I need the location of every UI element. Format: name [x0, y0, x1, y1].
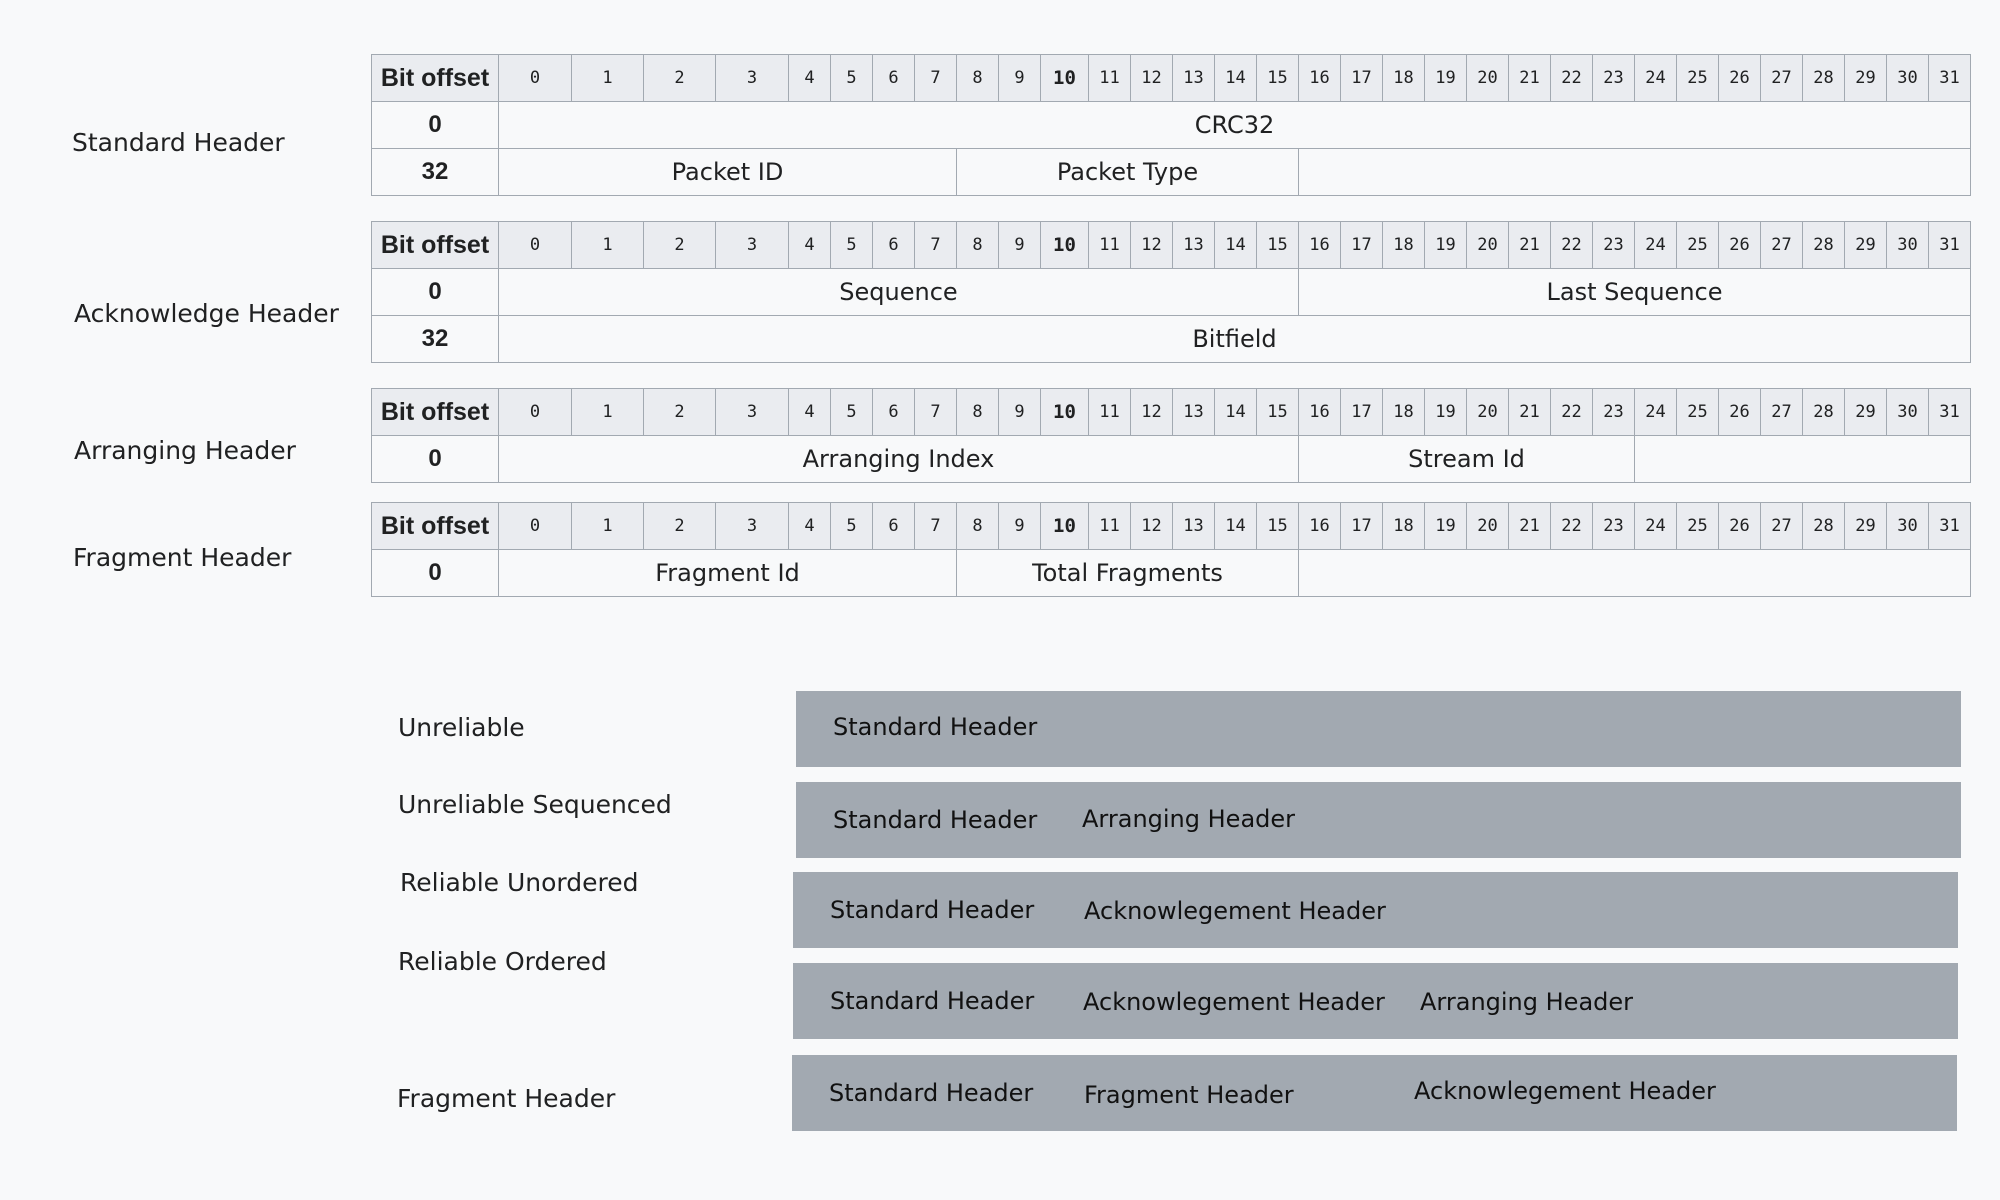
fragment-header-label: Fragment Header	[73, 543, 292, 572]
bit-number: 2	[644, 389, 716, 436]
bit-number: 25	[1677, 222, 1719, 269]
bit-offset-header-row	[372, 55, 1971, 102]
segment-standard-header: Standard Header	[830, 987, 1035, 1015]
bit-number: 11	[1089, 222, 1131, 269]
row-offset: 32	[372, 149, 499, 196]
bit-number: 7	[915, 55, 957, 102]
arranging-header-table	[371, 388, 1971, 483]
acknowledge-header-table	[371, 221, 1971, 363]
field-cell: CRC32	[499, 102, 1971, 149]
bit-number: 31	[1929, 503, 1971, 550]
field-row	[372, 550, 1971, 597]
bit-number: 31	[1929, 389, 1971, 436]
bit-number: 5	[831, 389, 873, 436]
bit-number: 30	[1887, 389, 1929, 436]
bit-number: 15	[1257, 389, 1299, 436]
segment-acknowlegement-header: Acknowlegement Header	[1084, 897, 1386, 925]
bit-number: 23	[1593, 503, 1635, 550]
row-offset: 32	[372, 316, 499, 363]
packet-type-label: Fragment Header	[397, 1084, 616, 1113]
bit-number: 24	[1635, 503, 1677, 550]
segment-arranging-header: Arranging Header	[1082, 805, 1296, 833]
bit-number: 17	[1341, 389, 1383, 436]
bit-number: 9	[999, 503, 1041, 550]
standard-header-label: Standard Header	[72, 128, 285, 157]
bit-number: 13	[1173, 222, 1215, 269]
bit-offset-heading: Bit offset	[372, 503, 499, 550]
bit-number: 14	[1215, 389, 1257, 436]
empty-field-cell	[1635, 436, 1971, 483]
bit-number: 21	[1509, 222, 1551, 269]
field-cell: Last Sequence	[1299, 269, 1971, 316]
bit-offset-header-row	[372, 389, 1971, 436]
bit-number: 27	[1761, 222, 1803, 269]
bit-number: 17	[1341, 503, 1383, 550]
bit-number: 6	[873, 503, 915, 550]
bit-number: 14	[1215, 503, 1257, 550]
bit-number: 0	[499, 389, 572, 436]
packet-layout-bar	[796, 691, 1961, 767]
segment-acknowlegement-header: Acknowlegement Header	[1414, 1077, 1716, 1105]
bit-number: 2	[644, 503, 716, 550]
bit-number: 18	[1383, 389, 1425, 436]
bit-number: 15	[1257, 503, 1299, 550]
bit-number: 16	[1299, 389, 1341, 436]
bit-number: 31	[1929, 55, 1971, 102]
fragment-header-table	[371, 502, 1971, 597]
bit-number: 3	[716, 55, 789, 102]
bit-number: 3	[716, 222, 789, 269]
bit-number: 26	[1719, 222, 1761, 269]
bit-number: 22	[1551, 222, 1593, 269]
bit-number: 2	[644, 55, 716, 102]
bit-number: 9	[999, 55, 1041, 102]
bit-number: 21	[1509, 389, 1551, 436]
bit-number: 16	[1299, 222, 1341, 269]
bit-number: 11	[1089, 503, 1131, 550]
acknowledge-header-label: Acknowledge Header	[74, 299, 339, 328]
bit-number: 13	[1173, 503, 1215, 550]
bit-number: 10	[1041, 222, 1089, 269]
bit-number: 10	[1041, 55, 1089, 102]
field-row	[372, 149, 1971, 196]
bit-number: 14	[1215, 222, 1257, 269]
bit-number: 12	[1131, 503, 1173, 550]
bit-number: 23	[1593, 389, 1635, 436]
standard-header-table	[371, 54, 1971, 196]
bit-number: 29	[1845, 222, 1887, 269]
bit-number: 12	[1131, 389, 1173, 436]
bit-number: 16	[1299, 503, 1341, 550]
bit-number: 11	[1089, 55, 1131, 102]
bit-number: 25	[1677, 389, 1719, 436]
bit-number: 8	[957, 389, 999, 436]
field-row	[372, 436, 1971, 483]
bit-number: 26	[1719, 389, 1761, 436]
field-cell: Stream Id	[1299, 436, 1635, 483]
bit-number: 21	[1509, 55, 1551, 102]
bit-number: 17	[1341, 222, 1383, 269]
field-cell: Total Fragments	[957, 550, 1299, 597]
bit-number: 12	[1131, 55, 1173, 102]
bit-number: 20	[1467, 503, 1509, 550]
bit-number: 2	[644, 222, 716, 269]
bit-number: 4	[789, 222, 831, 269]
bit-number: 10	[1041, 503, 1089, 550]
packet-layout-bar	[792, 1055, 1957, 1131]
field-cell: Packet ID	[499, 149, 957, 196]
empty-field-cell	[1299, 550, 1971, 597]
bit-number: 4	[789, 389, 831, 436]
bit-number: 14	[1215, 55, 1257, 102]
bit-number: 28	[1803, 222, 1845, 269]
bit-number: 17	[1341, 55, 1383, 102]
bit-number: 24	[1635, 389, 1677, 436]
bit-number: 19	[1425, 503, 1467, 550]
segment-standard-header: Standard Header	[833, 806, 1038, 834]
bit-number: 3	[716, 503, 789, 550]
field-cell: Packet Type	[957, 149, 1299, 196]
field-row	[372, 102, 1971, 149]
bit-offset-heading: Bit offset	[372, 222, 499, 269]
row-offset: 0	[372, 436, 499, 483]
bit-number: 30	[1887, 222, 1929, 269]
segment-arranging-header: Arranging Header	[1420, 988, 1634, 1016]
bit-number: 11	[1089, 389, 1131, 436]
bit-number: 15	[1257, 222, 1299, 269]
bit-number: 30	[1887, 55, 1929, 102]
bit-number: 18	[1383, 55, 1425, 102]
row-offset: 0	[372, 550, 499, 597]
bit-number: 1	[572, 503, 644, 550]
bit-number: 30	[1887, 503, 1929, 550]
packet-type-label: Reliable Ordered	[398, 947, 607, 976]
packet-layout-bar	[793, 872, 1958, 948]
bit-number: 4	[789, 55, 831, 102]
bit-number: 25	[1677, 55, 1719, 102]
bit-number: 20	[1467, 222, 1509, 269]
bit-number: 1	[572, 222, 644, 269]
bit-number: 3	[716, 389, 789, 436]
bit-number: 24	[1635, 222, 1677, 269]
bit-number: 5	[831, 503, 873, 550]
bit-number: 13	[1173, 389, 1215, 436]
bit-number: 1	[572, 389, 644, 436]
bit-number: 18	[1383, 503, 1425, 550]
bit-number: 10	[1041, 389, 1089, 436]
bit-number: 5	[831, 55, 873, 102]
bit-number: 19	[1425, 222, 1467, 269]
field-cell: Sequence	[499, 269, 1299, 316]
bit-number: 24	[1635, 55, 1677, 102]
bit-number: 31	[1929, 222, 1971, 269]
bit-number: 29	[1845, 55, 1887, 102]
row-offset: 0	[372, 269, 499, 316]
field-cell: Fragment Id	[499, 550, 957, 597]
bit-number: 19	[1425, 55, 1467, 102]
bit-number: 19	[1425, 389, 1467, 436]
bit-number: 20	[1467, 389, 1509, 436]
packet-type-label: Unreliable	[398, 713, 525, 742]
bit-number: 7	[915, 503, 957, 550]
bit-number: 12	[1131, 222, 1173, 269]
bit-offset-header-row	[372, 503, 1971, 550]
bit-number: 29	[1845, 503, 1887, 550]
bit-number: 8	[957, 222, 999, 269]
bit-number: 22	[1551, 503, 1593, 550]
bit-number: 6	[873, 222, 915, 269]
bit-number: 9	[999, 389, 1041, 436]
packet-type-label: Unreliable Sequenced	[398, 790, 672, 819]
segment-acknowlegement-header: Acknowlegement Header	[1083, 988, 1385, 1016]
bit-number: 6	[873, 389, 915, 436]
bit-number: 27	[1761, 389, 1803, 436]
bit-number: 7	[915, 389, 957, 436]
bit-number: 23	[1593, 55, 1635, 102]
bit-number: 0	[499, 222, 572, 269]
bit-number: 6	[873, 55, 915, 102]
bit-number: 28	[1803, 389, 1845, 436]
bit-number: 27	[1761, 503, 1803, 550]
bit-offset-heading: Bit offset	[372, 389, 499, 436]
bit-number: 5	[831, 222, 873, 269]
empty-field-cell	[1299, 149, 1971, 196]
bit-offset-header-row	[372, 222, 1971, 269]
bit-number: 1	[572, 55, 644, 102]
bit-number: 0	[499, 503, 572, 550]
bit-number: 28	[1803, 503, 1845, 550]
bit-number: 9	[999, 222, 1041, 269]
bit-number: 22	[1551, 389, 1593, 436]
field-cell: Arranging Index	[499, 436, 1299, 483]
bit-number: 21	[1509, 503, 1551, 550]
bit-number: 25	[1677, 503, 1719, 550]
arranging-header-label: Arranging Header	[74, 436, 296, 465]
field-row	[372, 316, 1971, 363]
bit-number: 28	[1803, 55, 1845, 102]
bit-number: 27	[1761, 55, 1803, 102]
segment-fragment-header: Fragment Header	[1084, 1081, 1294, 1109]
bit-number: 7	[915, 222, 957, 269]
bit-number: 20	[1467, 55, 1509, 102]
packet-layout-bar	[793, 963, 1958, 1039]
segment-standard-header: Standard Header	[830, 896, 1035, 924]
segment-standard-header: Standard Header	[829, 1079, 1034, 1107]
bit-number: 4	[789, 503, 831, 550]
bit-number: 8	[957, 55, 999, 102]
bit-number: 16	[1299, 55, 1341, 102]
segment-standard-header: Standard Header	[833, 713, 1038, 741]
packet-type-label: Reliable Unordered	[400, 868, 639, 897]
bit-offset-heading: Bit offset	[372, 55, 499, 102]
bit-number: 26	[1719, 55, 1761, 102]
bit-number: 8	[957, 503, 999, 550]
bit-number: 15	[1257, 55, 1299, 102]
packet-layout-bar	[796, 782, 1961, 858]
bit-number: 29	[1845, 389, 1887, 436]
bit-number: 23	[1593, 222, 1635, 269]
bit-number: 13	[1173, 55, 1215, 102]
field-row	[372, 269, 1971, 316]
field-cell: Bitfield	[499, 316, 1971, 363]
bit-number: 0	[499, 55, 572, 102]
row-offset: 0	[372, 102, 499, 149]
bit-number: 22	[1551, 55, 1593, 102]
bit-number: 18	[1383, 222, 1425, 269]
bit-number: 26	[1719, 503, 1761, 550]
